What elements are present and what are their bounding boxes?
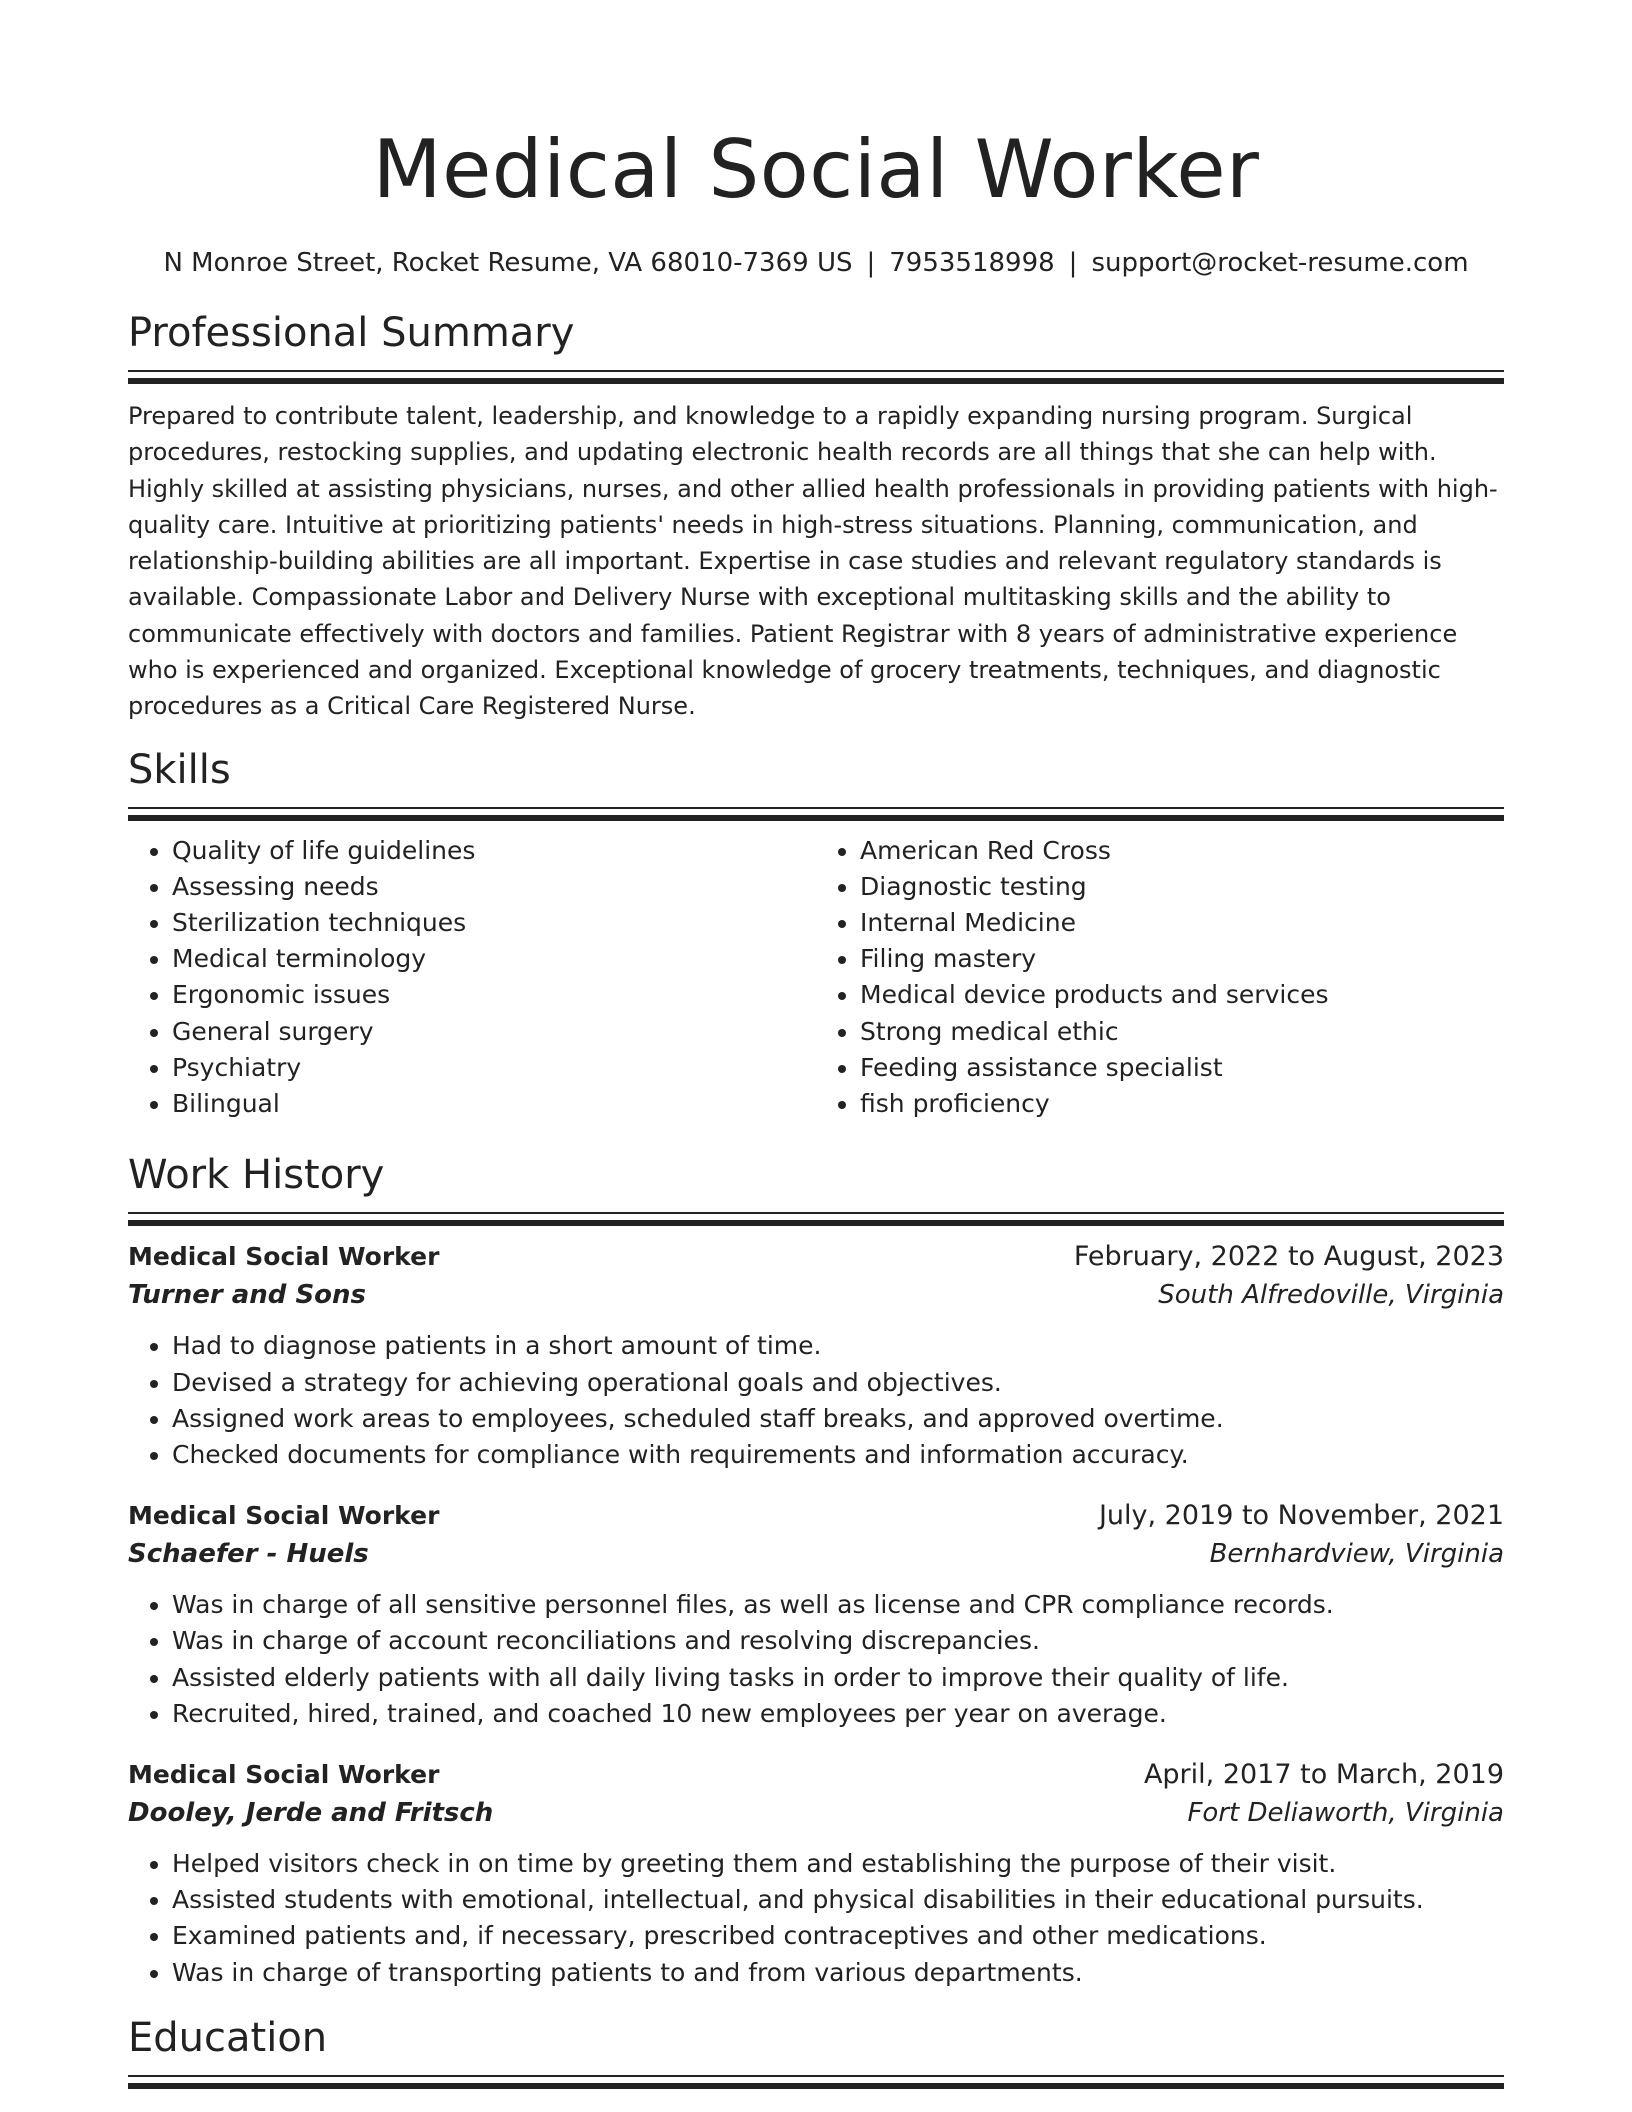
skill-item: • Psychiatry [172, 1050, 816, 1086]
job-dates: April, 2017 to March, 2019 [1143, 1758, 1504, 1790]
contact-address: N Monroe Street, Rocket Resume, VA 68010-7369 US [163, 248, 853, 278]
skill-item: • Sterilization techniques [172, 905, 816, 941]
contact-separator: | [1068, 248, 1078, 278]
job-bullet: • Recruited, hired, trained, and coached 10 new employees per year on average. [172, 1696, 1504, 1732]
job-title: Medical Social Worker [128, 1501, 440, 1531]
skill-item: • Strong medical ethic [860, 1014, 1504, 1050]
contact-line [128, 246, 1504, 280]
job-bullet: • Examined patients and, if necessary, prescribed contraceptives and other medications. [172, 1918, 1504, 1954]
job-company: Schaefer - Huels [128, 1539, 369, 1570]
job-header-row [128, 1238, 1504, 1276]
job-entry [128, 1238, 1504, 1473]
job-location: Fort Deliaworth, Virginia [1187, 1797, 1504, 1828]
skill-item: • General surgery [172, 1014, 816, 1050]
section-divider [128, 2075, 1504, 2081]
job-subheader-row [128, 1276, 1504, 1314]
contact-separator: | [866, 248, 876, 278]
skills-columns [128, 833, 1504, 1123]
skill-item: • American Red Cross [860, 833, 1504, 869]
job-header-row [128, 1756, 1504, 1794]
skill-item: • Ergonomic issues [172, 977, 816, 1013]
job-bullet: • Assisted students with emotional, intellectual, and physical disabilities in their educational pursuits. [172, 1882, 1504, 1918]
resume-title: Medical Social Worker [372, 123, 1260, 216]
summary-text: Prepared to contribute talent, leadership, and knowledge to a rapidly expanding nursing program. Surgical procedures, restocking supplies, and updating electronic health records are all things that she can help with. Highly skilled at assisting physicians, nurses, and other allied health professionals in providing patients with high-quality care. Intuitive at prioritizing patients' needs in high-stress situations. Planning, communication, and relationship-building abilities are all important. Expertise in case studies and relevant regulatory standards is available. Compassionate Labor and Delivery Nurse with exceptional multitasking skills and the ability to communicate effectively with doctors and families. Patient Registrar with 8 years of administrative experience who is experienced and organized. Exceptional knowledge of grocery treatments, techniques, and diagnostic procedures as a Critical Care Registered Nurse. [128, 402, 1498, 721]
summary-section [128, 308, 1504, 725]
job-bullet: • Helped visitors check in on time by greeting them and establishing the purpose of their visit. [172, 1846, 1504, 1882]
skill-item: • Assessing needs [172, 869, 816, 905]
job-bullet: • Had to diagnose patients in a short amount of time. [172, 1328, 1504, 1364]
skills-list-right [816, 833, 1504, 1123]
skill-item: • Medical device products and services [860, 977, 1504, 1013]
section-divider [128, 807, 1504, 813]
contact-phone: 7953518998 [889, 248, 1055, 278]
job-subheader-row [128, 1535, 1504, 1573]
job-bullet: • Checked documents for compliance with requirements and information accuracy. [172, 1437, 1504, 1473]
section-heading-education: Education [128, 2014, 328, 2061]
skill-item: • Bilingual [172, 1086, 816, 1122]
job-location: Bernhardview, Virginia [1209, 1539, 1504, 1570]
job-company: Dooley, Jerde and Fritsch [128, 1797, 494, 1828]
skill-item: • Feeding assistance specialist [860, 1050, 1504, 1086]
education-section [128, 2013, 1504, 2081]
skill-item: • Medical terminology [172, 941, 816, 977]
job-entry [128, 1756, 1504, 1991]
work-history-section [128, 1150, 1504, 1990]
skills-list-left [128, 833, 816, 1123]
job-title: Medical Social Worker [128, 1759, 440, 1789]
job-bullet: • Assigned work areas to employees, scheduled staff breaks, and approved overtime. [172, 1401, 1504, 1437]
job-company: Turner and Sons [128, 1280, 367, 1311]
section-heading-summary: Professional Summary [128, 310, 575, 356]
contact-email: support@rocket-resume.com [1091, 248, 1469, 278]
job-entry [128, 1497, 1504, 1732]
job-title: Medical Social Worker [128, 1242, 440, 1272]
job-bullet: • Devised a strategy for achieving operational goals and objectives. [172, 1365, 1504, 1401]
job-bullets [128, 1587, 1504, 1732]
skill-item: • Filing mastery [860, 941, 1504, 977]
job-bullets [128, 1846, 1504, 1991]
job-header-row [128, 1497, 1504, 1535]
skill-item: • Internal Medicine [860, 905, 1504, 941]
skills-section [128, 745, 1504, 1123]
job-subheader-row [128, 1794, 1504, 1832]
skill-item: • Quality of life guidelines [172, 833, 816, 869]
job-bullet: • Was in charge of transporting patients to and from various departments. [172, 1955, 1504, 1991]
job-bullet: • Was in charge of all sensitive personnel files, as well as license and CPR compliance records. [172, 1587, 1504, 1623]
job-bullet: • Was in charge of account reconciliations and resolving discrepancies. [172, 1623, 1504, 1659]
section-heading-skills: Skills [128, 746, 231, 793]
section-divider [128, 1212, 1504, 1218]
section-divider [128, 370, 1504, 376]
skill-item: • Diagnostic testing [860, 869, 1504, 905]
section-heading-work-history: Work History [128, 1152, 385, 1199]
job-dates: July, 2019 to November, 2021 [1098, 1500, 1504, 1532]
job-bullet: • Assisted elderly patients with all daily living tasks in order to improve their quality of life. [172, 1660, 1504, 1696]
job-bullets [128, 1328, 1504, 1473]
job-location: South Alfredoville, Virginia [1158, 1280, 1504, 1311]
job-dates: February, 2022 to August, 2023 [1073, 1241, 1504, 1273]
skill-item: • fish proficiency [860, 1086, 1504, 1122]
